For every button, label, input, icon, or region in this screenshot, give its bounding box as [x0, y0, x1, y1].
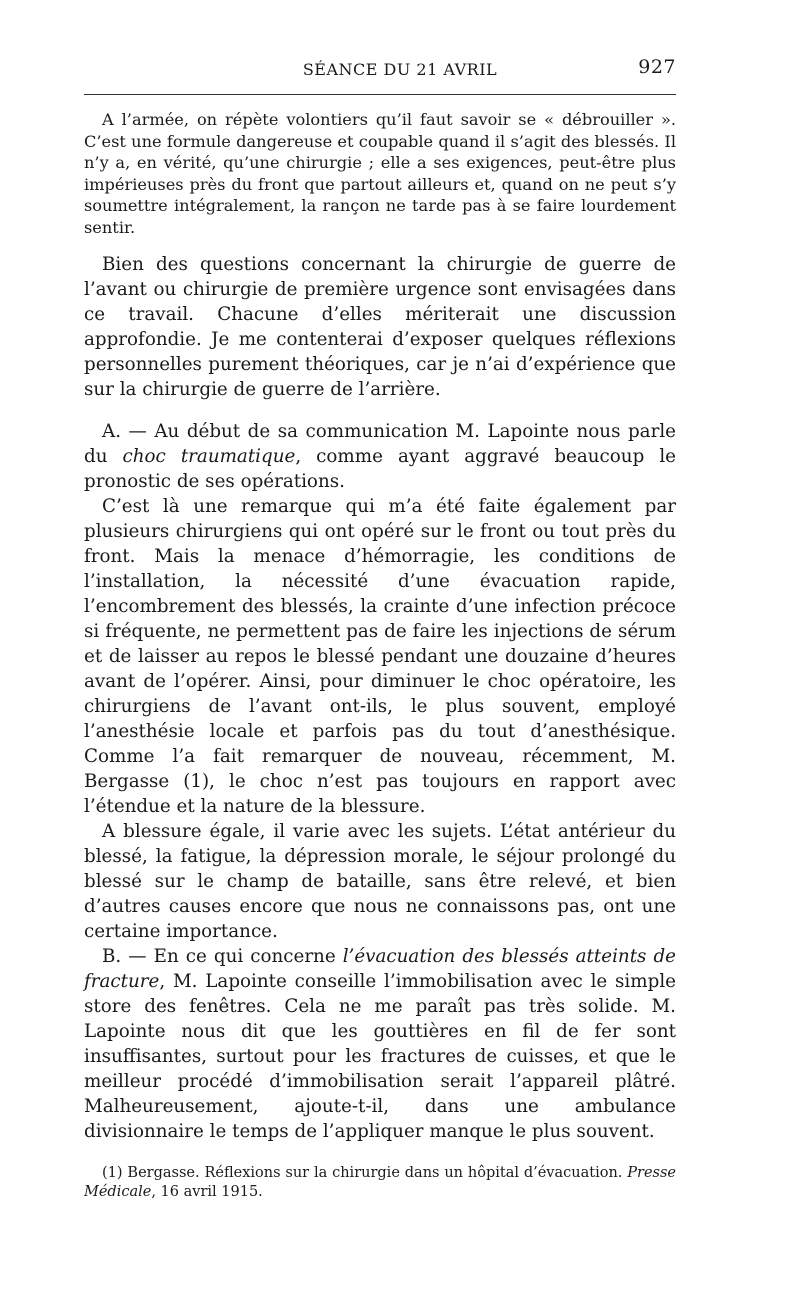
footnote-marker: (1): [102, 1165, 123, 1181]
paragraph-b-italic: l’évacuation des blessés atteints de fracture: [84, 946, 676, 992]
paragraph-remarque-text: [84, 494, 676, 819]
page-number: 927: [638, 56, 676, 78]
paragraph-a-lead: A. — Au début de sa communication M. Lapointe nous parle du: [84, 421, 676, 467]
paragraph-b-lead: B. — En ce qui concerne: [102, 946, 343, 967]
paragraph-blessure: [84, 819, 676, 944]
paragraph-questions-text: Bien des questions concernant la chirurgie de guerre de l’avant ou chirurgie de première urgence sont envisagées dans ce travail. Chacune d’elles mériterait une discussion approfondie. Je me contenterai d’exposer quelques réflexions personnelles purement théoriques, car je n’ai d’expérience que sur la chirurgie de guerre de l’arrière.: [84, 254, 676, 400]
intro-text: A l’armée, on répète volontiers qu’il faut savoir se « débrouiller ». C’est une formule dangereuse et coupable quand il s’agit des blessés. Il n’y a, en vérité, qu’une chirurgie ; elle a ses exigences, peut-être plus impérieuses près du front que partout ailleurs et, quand on ne peut s’y soumettre intégralement, la rançon ne tarde pas à se faire lourdement sentir.: [84, 110, 676, 237]
footnote: [84, 1164, 676, 1202]
paragraph-blessure-text: A blessure égale, il varie avec les sujets. L’état antérieur du blessé, la fatigue, la dépression morale, le séjour prolongé du blessé sur le champ de bataille, sans être relevé, et bien d’autres causes encore que nous ne connaissons pas, ont une certaine importance.: [84, 821, 676, 942]
footnote-journal: Presse Médicale: [84, 1165, 676, 1200]
paragraph-a-text: [84, 419, 676, 494]
paragraph-a: [84, 419, 676, 494]
paragraph-remarque: [84, 494, 676, 819]
paragraph-b: [84, 944, 676, 1144]
paragraph-remarque-tail: , le choc n’est pas toujours en rapport avec l’étendue et la nature de la blessure.: [84, 771, 676, 817]
paragraph-b-text: [84, 944, 676, 1144]
running-header: [84, 56, 676, 82]
footnote-date: , 16 avril 1915.: [151, 1184, 263, 1200]
intro-paragraph: [84, 109, 676, 238]
paragraph-a-tail: , comme ayant aggravé beaucoup le pronostic de ses opérations.: [84, 446, 676, 492]
paragraph-questions: [84, 252, 676, 402]
footnote-text: Bergasse. Réflexions sur la chirurgie dans un hôpital d’évacuation.: [122, 1165, 628, 1181]
paragraph-b-tail: , M. Lapointe conseille l’immobilisation avec le simple store des fenêtres. Cela ne me paraît pas très solide. M. Lapointe nous dit que les gouttières en fil de fer sont insuffisantes, surtout pour les fractures de cuisses, et que le meilleur procédé d’immobilisation serait l’appareil plâtré. Malheureusement, ajoute-t-il, dans une ambulance divisionnaire le temps de l’appliquer manque le plus souvent.: [84, 971, 676, 1142]
header-rule: [84, 94, 676, 95]
running-title: SÉANCE DU 21 AVRIL: [302, 60, 498, 79]
paragraph-a-italic: choc traumatique: [122, 446, 296, 467]
footnote-reference: (1): [183, 771, 210, 792]
page: [84, 56, 676, 1202]
paragraph-remarque-lead: C’est là une remarque qui m’a été faite également par plusieurs chirurgiens qui ont opéré sur le front ou tout près du front. Mais la menace d’hémorragie, les conditions de l’installation, la nécessité d’une évacuation rapide, l’encombrement des blessés, la crainte d’une infection précoce si fréquente, ne permettent pas de faire les injections de sérum et de laisser au repos le blessé pendant une douzaine d’heures avant de l’opérer. Ainsi, pour diminuer le choc opératoire, les chirurgiens de l’avant ont-ils, le plus souvent, employé l’anesthésie locale et parfois pas du tout d’anesthésique. Comme l’a fait remarquer de nouveau, récemment, M. Bergasse: [84, 496, 676, 792]
